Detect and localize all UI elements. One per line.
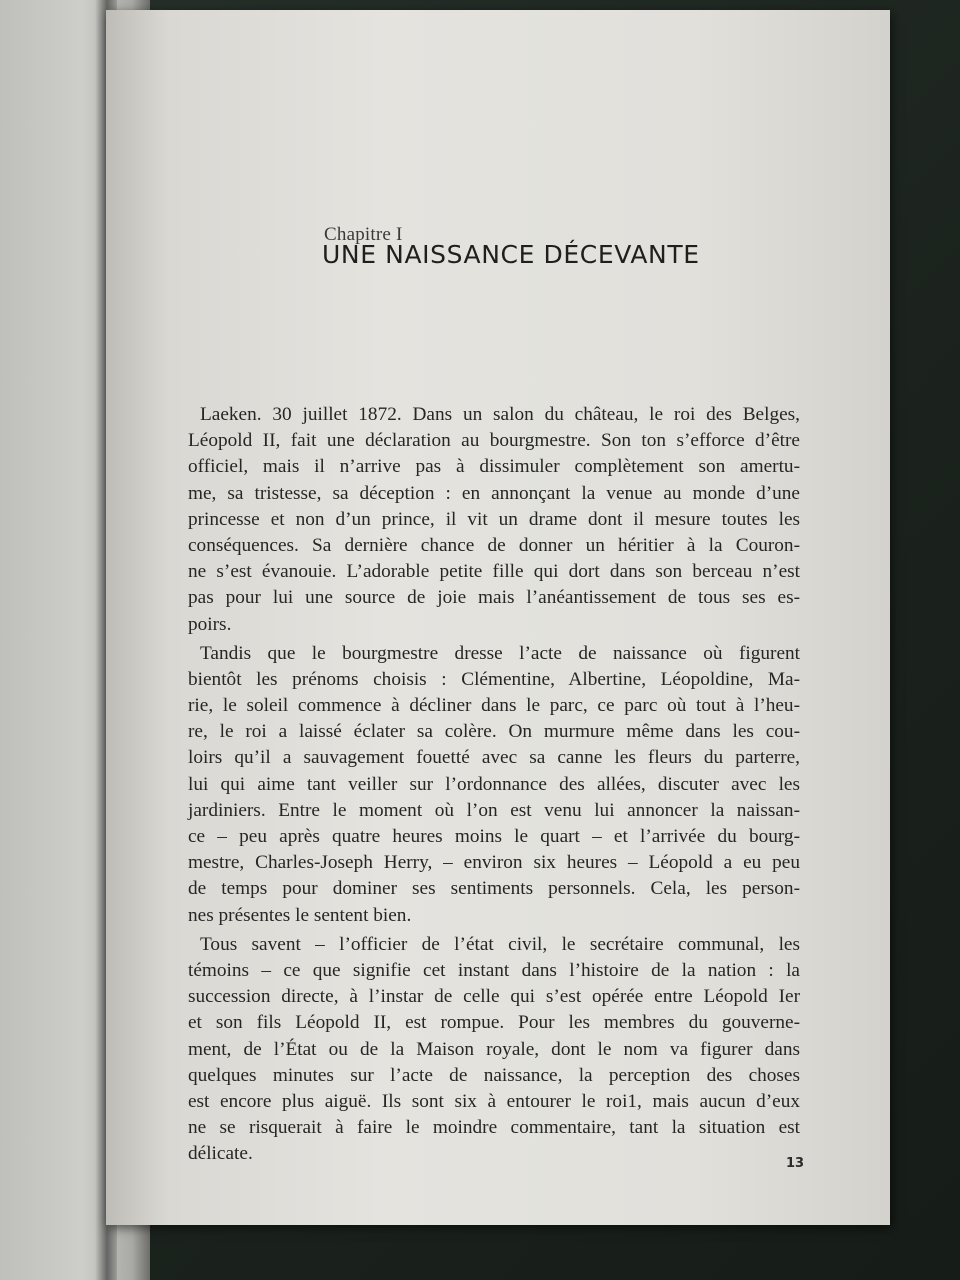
text-line: ment, de l’État ou de la Maison royale, dont le nom va figurer dans <box>188 1038 800 1060</box>
text-line: officiel, mais il n’arrive pas à dissimuler complètement son amertu- <box>188 456 800 478</box>
text-line: mestre, Charles-Joseph Herry, – environ six heures – Léopold a eu peu <box>188 852 800 874</box>
text-line: Laeken. 30 juillet 1872. Dans un salon du château, le roi des Belges, <box>200 404 800 425</box>
text-line: poirs. <box>188 613 232 635</box>
text-line: ne s’est évanouie. L’adorable petite fille qui dort dans son berceau n’est <box>188 561 800 583</box>
paragraph <box>188 932 800 1168</box>
text-line: pas pour lui une source de joie mais l’anéantissement de tous ses es- <box>188 587 800 609</box>
text-line: est encore plus aiguë. Ils sont six à entourer le roi1, mais aucun d’eux <box>188 1090 800 1112</box>
text-line: princesse et non d’un prince, il vit un drame dont il mesure toutes les <box>188 508 800 530</box>
text-line: ce – peu après quatre heures moins le quart – et l’arrivée du bourg- <box>188 826 800 847</box>
chapter-title: UNE NAISSANCE DÉCEVANTE <box>322 240 700 269</box>
text-line: rie, le soleil commence à décliner dans le parc, ce parc où tout à l’heu- <box>188 695 800 717</box>
text-line: conséquences. Sa dernière chance de donner un héritier à la Couron- <box>188 534 800 556</box>
text-line: Léopold II, fait une déclaration au bourgmestre. Son ton s’efforce d’être <box>188 430 800 452</box>
text-line: jardiniers. Entre le moment où l’on est venu lui annoncer la naissan- <box>188 799 800 821</box>
text-line: témoins – ce que signifie cet instant dans l’histoire de la nation : la <box>188 959 800 981</box>
text-line: succession directe, à l’instar de celle qui s’est opérée entre Léopold Ier <box>188 986 800 1008</box>
page-number: 13 <box>786 1156 805 1171</box>
text-line: délicate. <box>188 1143 253 1165</box>
text-line: Tandis que le bourgmestre dresse l’acte de naissance où figurent <box>200 642 800 664</box>
text-line: et son fils Léopold II, est rompue. Pour les membres du gouverne- <box>188 1012 800 1034</box>
paragraph <box>188 641 800 929</box>
text-line: lui qui aime tant veiller sur l’ordonnance des allées, discuter avec les <box>188 773 800 795</box>
text-line: de temps pour dominer ses sentiments personnels. Cela, les person- <box>188 878 800 900</box>
text-line: re, le roi a laissé éclater sa colère. On murmure même dans les cou- <box>188 721 800 743</box>
paragraph <box>188 402 800 638</box>
chapter-label: Chapitre I <box>324 224 403 245</box>
text-line: bientôt les prénoms choisis : Clémentine, Albertine, Léopoldine, Ma- <box>188 668 800 690</box>
text-line: Tous savent – l’officier de l’état civil, le secrétaire communal, les <box>200 933 800 955</box>
text-line: nes présentes le sentent bien. <box>188 904 412 926</box>
text-line: me, sa tristesse, sa déception : en annonçant la venue au monde d’une <box>188 482 800 504</box>
text-line: loirs qu’il a sauvagement fouetté avec sa canne les fleurs du parterre, <box>188 747 800 769</box>
text-line: quelques minutes sur l’acte de naissance, la perception des choses <box>188 1064 800 1086</box>
text-line: ne se risquerait à faire le moindre commentaire, tant la situation est <box>188 1117 800 1139</box>
body-text <box>188 402 800 1167</box>
